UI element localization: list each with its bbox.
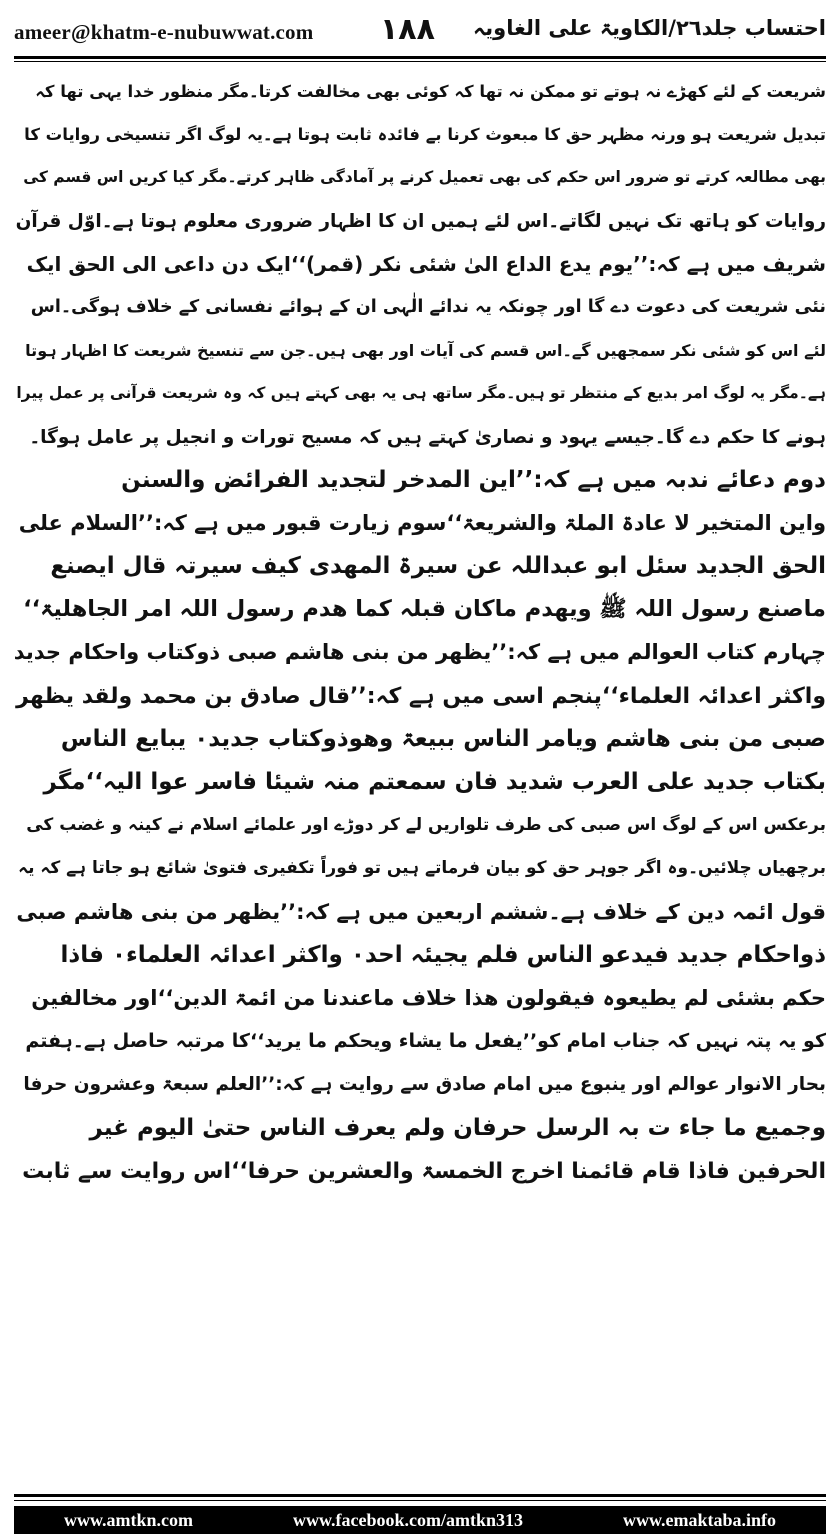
header-rule (14, 56, 826, 59)
text-line: واین المتخیر لا عادۃ الملۃ والشریعۃ‘‘سوم زیارت قبور میں ہے کہ:’’السلام علی (18, 510, 826, 535)
text-line: وجمیع ما جاء ت بہ الرسل حرفان ولم یعرف الناس حتیٰ الیوم غیر (89, 1114, 826, 1141)
text-line: شریف میں ہے کہ:’’یوم یدع الداع الیٰ شئی نکر (قمر)‘‘ایک دن داعی الی الحق ایک (26, 251, 826, 276)
text-line: واکثر اعدائہ العلماء‘‘پنجم اسی میں ہے کہ:’’قال صادق بن محمد ولقد یظھر (16, 683, 826, 709)
text-line: برچھیاں چلائیں۔وہ اگر جوہر حق کو بیان فرماتے ہیں تو فوراً تکفیری فتویٰ شائع ہو جاتا ہے کہ یہ (18, 858, 826, 879)
text-line: چہارم کتاب العوالم میں ہے کہ:’’یظھر من بنی ھاشم صبی ذوکتاب واحکام جدید (14, 640, 826, 665)
text-line: الحق الجدید سئل ابو عبداللہ عن سیرۃ المھدی کیف سیرتہ قال ایصنع (50, 553, 826, 580)
footer-link-facebook[interactable]: www.facebook.com/amtkn313 (292, 1509, 523, 1530)
text-line: روایات کو ہاتھ تک نہیں لگاتے۔اس لئے ہمیں ان کا اظہار ضروری معلوم ہوتا ہے۔اوّل قرآن (15, 210, 826, 232)
text-line: الحرفین فاذا قام قائمنا اخرج الخمسۃ والعشرین حرفا‘‘اس روایت سے ثابت (22, 1158, 826, 1184)
text-line: بحار الانوار عوالم اور ینبوع میں امام صادق سے روایت ہے کہ:’’العلم سبعۃ وعشرون حرفا (23, 1074, 826, 1096)
text-line: نئی شریعت کی دعوت دے گا اور چونکہ یہ ندائے الٰہی ان کے ہوائے نفسانی کے خلاف ہوگی۔اس (30, 296, 826, 317)
page-header (0, 0, 840, 64)
text-line: بکتاب جدید علی العرب شدید فان سمعتم منہ شیئا فاسر عوا الیہ‘‘مگر (43, 769, 826, 795)
text-line: ماصنع رسول اللہ ﷺ ویھدم ماکان قبلہ کما ھدم رسول اللہ امر الجاھلیۃ‘‘ (23, 596, 826, 623)
footer-link-emaktaba[interactable]: www.emaktaba.info (622, 1509, 776, 1530)
footer-rule-thin (14, 1500, 826, 1501)
page-number: ١٨٨ (380, 12, 435, 47)
text-line: کو یہ پتہ نہیں کہ جناب امام کو’’یفعل ما یشاء ویحکم ما یرید‘‘کا مرتبہ حاصل ہے۔ہفتم (25, 1030, 826, 1053)
text-line: لئے اس کو شئی نکر سمجھیں گے۔اس قسم کی آیات اور بھی ہیں۔جن سے تنسیخ شریعت کا اظہار ہوتا (25, 341, 826, 361)
page-body (14, 70, 826, 1486)
footer-rule (14, 1494, 826, 1497)
book-title: احتساب جلد٢٦/الکاویۃ علی الغاویہ (472, 16, 826, 40)
text-line: صبی من بنی ھاشم ویامر الناس ببیعۃ وھوذوکتاب جدید۰ یبایع الناس (60, 725, 826, 752)
text-line: دوم دعائے ندبہ میں ہے کہ:’’این المدخر لتجدید الفرائض والسنن (121, 466, 826, 493)
text-line: تبدیل شریعت ہو ورنہ مظہر حق کا مبعوث کرنا بے فائدہ ثابت ہوتا ہے۔یہ لوگ اگر تنسیخی روایات کا (24, 125, 826, 145)
footer-link-amtkn[interactable]: www.amtkn.com (63, 1509, 193, 1530)
page-footer (14, 1506, 826, 1534)
text-line: قول ائمہ دین کے خلاف ہے۔ششم اربعین میں ہے کہ:’’یظھر من بنی ھاشم صبی (16, 899, 826, 924)
header-email: ameer@khatm-e-nubuwwat.com (14, 20, 314, 44)
text-line: حکم بشئی لم یطیعوہ فیقولون ھذا خلاف ماعندنا من ائمۃ الدین‘‘اور مخالفین (31, 985, 826, 1010)
text-line: برعکس اس کے لوگ اس صبی کی طرف تلواریں لے کر دوڑے اور علمائے اسلام نے کینہ و غضب کی (26, 815, 826, 836)
text-line: ہے۔مگر یہ لوگ امر بدیع کے منتظر تو ہیں۔مگر ساتھ ہی یہ بھی کہتے ہیں کہ وہ شریعت قرآنی پر عمل پیرا (16, 384, 826, 403)
text-line: شریعت کے لئے کھڑے نہ ہوتے تو ممکن نہ تھا کہ کوئی بھی مخالفت کرتا۔مگر منظور خدا یہی تھا کہ (35, 82, 826, 101)
text-line: ہونے کا حکم دے گا۔جیسے یہود و نصاریٰ کہتے ہیں کہ مسیح تورات و انجیل پر عامل ہوگا۔ (29, 426, 826, 448)
text-line: ذواحکام جدید فیدعو الناس فلم یجیئہ احد۰ واکثر اعدائہ العلماء۰ فاذا (60, 941, 826, 968)
header-rule-thin (14, 61, 826, 62)
text-line: بھی مطالعہ کرتے تو ضرور اس حکم کی بھی تعمیل کرنے پر آمادگی ظاہر کرتے۔مگر کیا کریں اس قسم کی (23, 168, 826, 187)
